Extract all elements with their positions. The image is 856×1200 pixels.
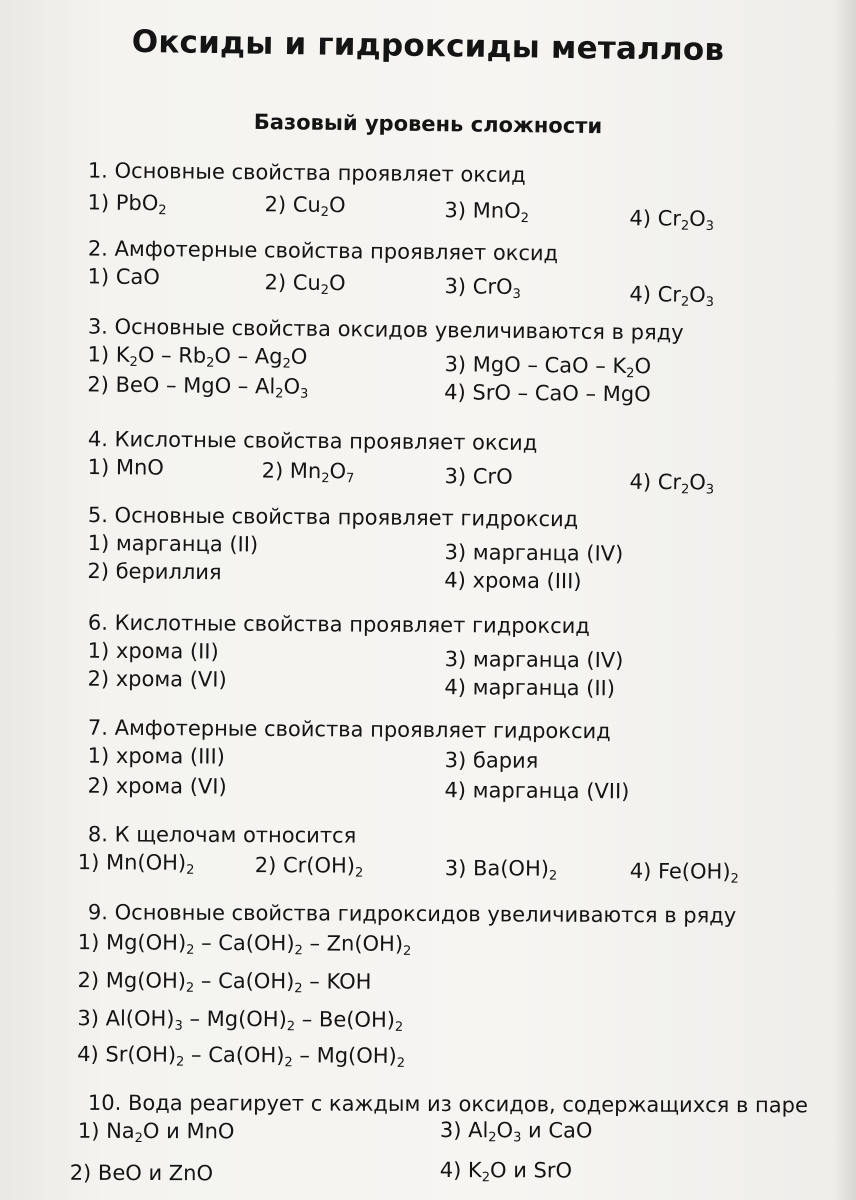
answer-option-2[interactable] bbox=[87, 372, 309, 402]
answer-option-text: Mn(OH) bbox=[105, 850, 187, 875]
answer-option-text: Al(OH) bbox=[105, 1006, 175, 1031]
answer-option-3[interactable] bbox=[445, 748, 539, 773]
answer-option-number: 4) bbox=[629, 859, 659, 884]
answer-option-number: 1) bbox=[87, 638, 117, 663]
answer-option-subscript: 2 bbox=[186, 942, 195, 958]
answer-option-text: PbO bbox=[115, 190, 159, 216]
answer-option-text: хрома (III) bbox=[472, 568, 582, 594]
answer-option-text: K bbox=[467, 1158, 482, 1183]
question-7 bbox=[0, 715, 856, 804]
answer-option-subscript: 2 bbox=[730, 871, 739, 887]
answer-option-text: марганца (IV) bbox=[472, 647, 624, 673]
answer-option-3[interactable] bbox=[444, 274, 521, 302]
answer-option-text: O bbox=[496, 1118, 514, 1143]
answer-option-1[interactable] bbox=[87, 264, 160, 289]
answer-option-1[interactable] bbox=[77, 1118, 235, 1147]
answer-option-number: 3) bbox=[444, 748, 474, 773]
answer-option-text: хрома (VI) bbox=[115, 773, 227, 799]
answer-option-number: 2) bbox=[87, 773, 116, 798]
answer-option-number: 3) bbox=[444, 856, 474, 881]
answer-option-subscript: 2 bbox=[129, 354, 138, 370]
answer-option-subscript: 2 bbox=[282, 356, 291, 372]
answer-option-subscript: 2 bbox=[488, 1130, 497, 1146]
answer-option-number: 1) bbox=[87, 455, 117, 480]
answer-option-subscript: 2 bbox=[158, 203, 167, 219]
answer-option-number: 2) bbox=[77, 968, 106, 993]
answer-option-text: – Ca(OH) bbox=[194, 968, 295, 994]
answer-option-text: O bbox=[328, 270, 346, 296]
answer-option-text: O bbox=[689, 470, 707, 495]
answer-option-text: Cr bbox=[657, 206, 682, 231]
answer-option-subscript: 2 bbox=[548, 868, 558, 884]
question-text: 5. Основные свойства проявляет гидроксид bbox=[87, 503, 579, 532]
answer-option-number: 2) bbox=[87, 372, 116, 397]
answer-option-text: – Mg(OH) bbox=[182, 1006, 287, 1032]
answer-option-number: 3) bbox=[444, 274, 473, 299]
answer-option-text: MnO bbox=[115, 455, 164, 480]
question-text: 2. Амфотерные свойства проявляет оксид bbox=[87, 236, 559, 266]
answer-option-4[interactable] bbox=[444, 778, 629, 803]
answer-option-2[interactable] bbox=[77, 968, 372, 997]
answer-option-number: 3) bbox=[444, 464, 473, 489]
answer-option-text: MgO – CaO – K bbox=[472, 352, 627, 379]
answer-option-text: хрома (III) bbox=[115, 743, 226, 769]
answer-option-text: CrO bbox=[472, 464, 513, 489]
answer-option-subscript: 2 bbox=[354, 865, 364, 881]
answer-option-1[interactable] bbox=[87, 190, 167, 219]
answer-option-1[interactable] bbox=[88, 639, 219, 664]
answer-option-number: 1) bbox=[87, 531, 117, 556]
question-6 bbox=[0, 610, 856, 701]
answer-option-number: 4) bbox=[439, 1158, 469, 1183]
answer-option-subscript: 2 bbox=[626, 366, 635, 382]
answer-option-text: Cr bbox=[657, 282, 682, 307]
answer-option-text: Mn bbox=[289, 458, 322, 484]
question-2 bbox=[0, 236, 856, 310]
answer-option-3[interactable] bbox=[77, 1006, 404, 1035]
answer-option-number: 2) bbox=[69, 1160, 98, 1185]
answer-option-text: CrO bbox=[472, 274, 513, 299]
answer-option-1[interactable] bbox=[87, 342, 308, 372]
answer-option-text: – Be(OH) bbox=[295, 1007, 396, 1032]
answer-option-number: 1) bbox=[77, 930, 107, 955]
answer-option-number: 1) bbox=[87, 743, 117, 768]
answer-option-text: Mg(OH) bbox=[105, 930, 187, 955]
answer-option-text: O – Rb bbox=[137, 342, 207, 368]
question-8 bbox=[0, 822, 856, 887]
answer-option-text: Cr bbox=[657, 470, 682, 495]
answer-option-subscript: 3 bbox=[705, 294, 715, 310]
answer-option-text: O bbox=[290, 344, 308, 369]
answer-option-text: O bbox=[329, 459, 347, 484]
answer-option-4[interactable] bbox=[629, 206, 715, 234]
answer-option-text: O bbox=[689, 206, 706, 231]
answer-option-text: Mg(OH) bbox=[105, 968, 187, 993]
page-title: Оксиды и гидроксиды металлов bbox=[131, 23, 725, 69]
answer-option-number: 3) bbox=[444, 198, 473, 223]
answer-option-3[interactable] bbox=[439, 1118, 593, 1146]
answer-option-4[interactable] bbox=[444, 675, 615, 700]
answer-option-1[interactable] bbox=[77, 930, 412, 959]
answer-option-text: хрома (II) bbox=[115, 638, 219, 664]
page-subtitle: Базовый уровень сложности bbox=[253, 109, 603, 139]
question-5 bbox=[0, 502, 856, 594]
answer-option-subscript: 3 bbox=[174, 1018, 183, 1034]
answer-option-text: – Zn(OH) bbox=[302, 931, 404, 956]
question-text: 6. Кислотные свойства проявляет гидроксид bbox=[87, 610, 590, 639]
answer-option-subscript: 2 bbox=[520, 210, 529, 227]
answer-option-text: BeO и ZnO bbox=[97, 1160, 214, 1186]
answer-option-subscript: 2 bbox=[284, 1055, 293, 1071]
answer-option-text: K bbox=[115, 342, 130, 367]
answer-option-subscript: 2 bbox=[680, 294, 690, 310]
answer-option-number: 3) bbox=[444, 647, 473, 672]
answer-option-text: – Ca(OH) bbox=[184, 1042, 285, 1068]
answer-option-number: 3) bbox=[444, 352, 473, 377]
answer-option-number: 3) bbox=[439, 1118, 469, 1143]
answer-option-subscript: 2 bbox=[176, 1054, 185, 1070]
answer-option-number: 1) bbox=[77, 1118, 107, 1143]
answer-option-subscript: 2 bbox=[206, 355, 215, 371]
answer-option-number: 4) bbox=[444, 778, 473, 803]
answer-option-subscript: 2 bbox=[275, 386, 284, 402]
answer-option-subscript: 2 bbox=[396, 1055, 406, 1071]
answer-option-subscript: 3 bbox=[299, 386, 309, 402]
answer-option-2[interactable] bbox=[254, 853, 364, 881]
answer-option-1[interactable] bbox=[88, 455, 164, 480]
answer-option-number: 2) bbox=[87, 666, 116, 691]
answer-option-text: марганца (II) bbox=[115, 531, 259, 557]
answer-option-2[interactable] bbox=[87, 667, 226, 692]
answer-option-text: – Ca(OH) bbox=[194, 930, 295, 956]
answer-option-subscript: 3 bbox=[705, 218, 715, 234]
answer-option-2[interactable] bbox=[87, 559, 221, 584]
answer-option-4[interactable] bbox=[444, 380, 651, 406]
answer-option-text: бериллия bbox=[115, 559, 222, 585]
answer-option-text: BeO – MgO – Al bbox=[115, 372, 276, 399]
answer-option-number: 4) bbox=[77, 1042, 106, 1067]
answer-option-text: O bbox=[283, 374, 301, 399]
answer-option-subscript: 2 bbox=[186, 862, 195, 878]
answer-option-subscript: 2 bbox=[321, 471, 330, 487]
answer-option-number: 4) bbox=[629, 206, 658, 231]
answer-option-number: 2) bbox=[254, 853, 284, 878]
answer-option-text: O bbox=[328, 192, 346, 218]
answer-option-text: O bbox=[634, 354, 652, 379]
question-4 bbox=[0, 426, 856, 498]
answer-option-subscript: 2 bbox=[320, 282, 330, 298]
answer-option-number: 4) bbox=[444, 675, 473, 700]
answer-option-text: марганца (IV) bbox=[472, 540, 624, 566]
answer-option-text: марганца (VII) bbox=[472, 778, 630, 804]
answer-option-subscript: 2 bbox=[294, 981, 303, 997]
answer-option-3[interactable] bbox=[444, 856, 558, 884]
answer-option-number: 4) bbox=[629, 469, 658, 495]
answer-option-text: Fe(OH) bbox=[657, 859, 731, 884]
answer-option-text: хрома (VI) bbox=[115, 666, 227, 692]
answer-option-text: и CaO bbox=[521, 1118, 593, 1143]
answer-option-subscript: 2 bbox=[294, 943, 303, 959]
answer-option-text: CaO bbox=[115, 264, 161, 290]
answer-option-subscript: 2 bbox=[185, 980, 195, 996]
answer-option-text: SrO – CaO – MgO bbox=[472, 380, 651, 407]
answer-option-text: O и MnO bbox=[142, 1119, 235, 1144]
answer-option-subscript: 3 bbox=[513, 1130, 522, 1146]
answer-option-text: O и SrO bbox=[489, 1158, 573, 1183]
answer-option-4[interactable] bbox=[77, 1042, 406, 1071]
question-text: 8. К щелочам относится bbox=[87, 822, 357, 848]
answer-option-2[interactable] bbox=[264, 192, 346, 220]
answer-option-text: O – Ag bbox=[214, 343, 283, 369]
answer-option-4[interactable] bbox=[439, 1158, 573, 1186]
answer-option-subscript: 2 bbox=[394, 1019, 404, 1035]
answer-option-text: бария bbox=[472, 748, 539, 773]
answer-option-1[interactable] bbox=[77, 850, 195, 878]
answer-option-1[interactable] bbox=[88, 744, 225, 769]
answer-option-text: – Mg(OH) bbox=[292, 1043, 397, 1068]
answer-option-text: MnO bbox=[472, 198, 521, 223]
answer-option-text: O bbox=[689, 282, 706, 307]
answer-option-4[interactable] bbox=[444, 568, 581, 593]
answer-option-2[interactable] bbox=[261, 458, 355, 487]
answer-option-subscript: 2 bbox=[680, 482, 690, 498]
question-10 bbox=[0, 1090, 856, 1186]
answer-option-subscript: 2 bbox=[286, 1019, 296, 1035]
answer-option-3[interactable] bbox=[444, 352, 652, 382]
answer-option-number: 3) bbox=[77, 1006, 106, 1031]
answer-option-subscript: 3 bbox=[705, 482, 715, 498]
answer-option-1[interactable] bbox=[88, 531, 259, 556]
question-text: 9. Основные свойства гидроксидов увеличиваются в ряду bbox=[87, 900, 737, 928]
answer-option-2[interactable] bbox=[87, 774, 226, 799]
question-text: 10. Вода реагирует с каждым из оксидов, содержащихся в паре bbox=[87, 1090, 808, 1118]
answer-option-text: Cr(OH) bbox=[282, 853, 356, 878]
question-text: 4. Кислотные свойства проявляет оксид bbox=[87, 427, 538, 455]
answer-option-2[interactable] bbox=[70, 1161, 213, 1186]
question-9 bbox=[0, 900, 856, 1071]
question-3 bbox=[0, 314, 856, 407]
answer-option-3[interactable] bbox=[444, 540, 623, 566]
answer-option-text: Al bbox=[468, 1118, 489, 1143]
answer-option-number: 2) bbox=[261, 458, 290, 483]
answer-option-4[interactable] bbox=[629, 282, 715, 310]
question-text: 7. Амфотерные свойства проявляет гидроксид bbox=[87, 715, 611, 744]
answer-option-subscript: 2 bbox=[403, 943, 412, 959]
question-text: 1. Основные свойства проявляет оксид bbox=[87, 158, 526, 188]
answer-option-subscript: 2 bbox=[320, 204, 330, 220]
answer-option-number: 1) bbox=[87, 342, 116, 367]
answer-option-3[interactable] bbox=[445, 647, 624, 672]
answer-option-subscript: 7 bbox=[345, 471, 355, 487]
answer-option-3[interactable] bbox=[444, 464, 512, 489]
answer-option-number: 4) bbox=[444, 568, 473, 593]
answer-option-text: Sr(OH) bbox=[105, 1042, 177, 1067]
question-1 bbox=[0, 158, 856, 234]
answer-option-4[interactable] bbox=[629, 469, 715, 498]
answer-option-number: 3) bbox=[444, 540, 473, 565]
answer-option-4[interactable] bbox=[629, 859, 739, 887]
answer-option-text: – KOH bbox=[302, 969, 372, 994]
answer-option-number: 2) bbox=[264, 192, 293, 217]
answer-option-subscript: 2 bbox=[134, 1130, 143, 1147]
answer-option-number: 2) bbox=[87, 559, 116, 584]
answer-option-number: 4) bbox=[629, 282, 658, 307]
answer-option-text: Cu bbox=[292, 192, 321, 217]
answer-option-subscript: 3 bbox=[512, 286, 521, 302]
answer-option-number: 1) bbox=[87, 190, 116, 215]
answer-option-number: 1) bbox=[87, 264, 116, 289]
answer-option-3[interactable] bbox=[444, 198, 529, 227]
answer-option-text: Na bbox=[106, 1118, 135, 1143]
answer-option-text: марганца (II) bbox=[472, 675, 616, 701]
answer-option-text: Ba(OH) bbox=[472, 856, 550, 881]
question-text: 3. Основные свойства оксидов увеличиваются в ряду bbox=[87, 314, 684, 345]
answer-option-subscript: 2 bbox=[680, 218, 690, 234]
answer-option-2[interactable] bbox=[264, 270, 346, 298]
answer-option-number: 1) bbox=[77, 850, 107, 875]
page-edge-shadow bbox=[834, 0, 856, 1200]
answer-option-subscript: 2 bbox=[481, 1170, 491, 1186]
answer-option-text: Cu bbox=[292, 270, 321, 295]
answer-option-number: 2) bbox=[264, 270, 293, 295]
answer-option-number: 4) bbox=[444, 380, 473, 405]
